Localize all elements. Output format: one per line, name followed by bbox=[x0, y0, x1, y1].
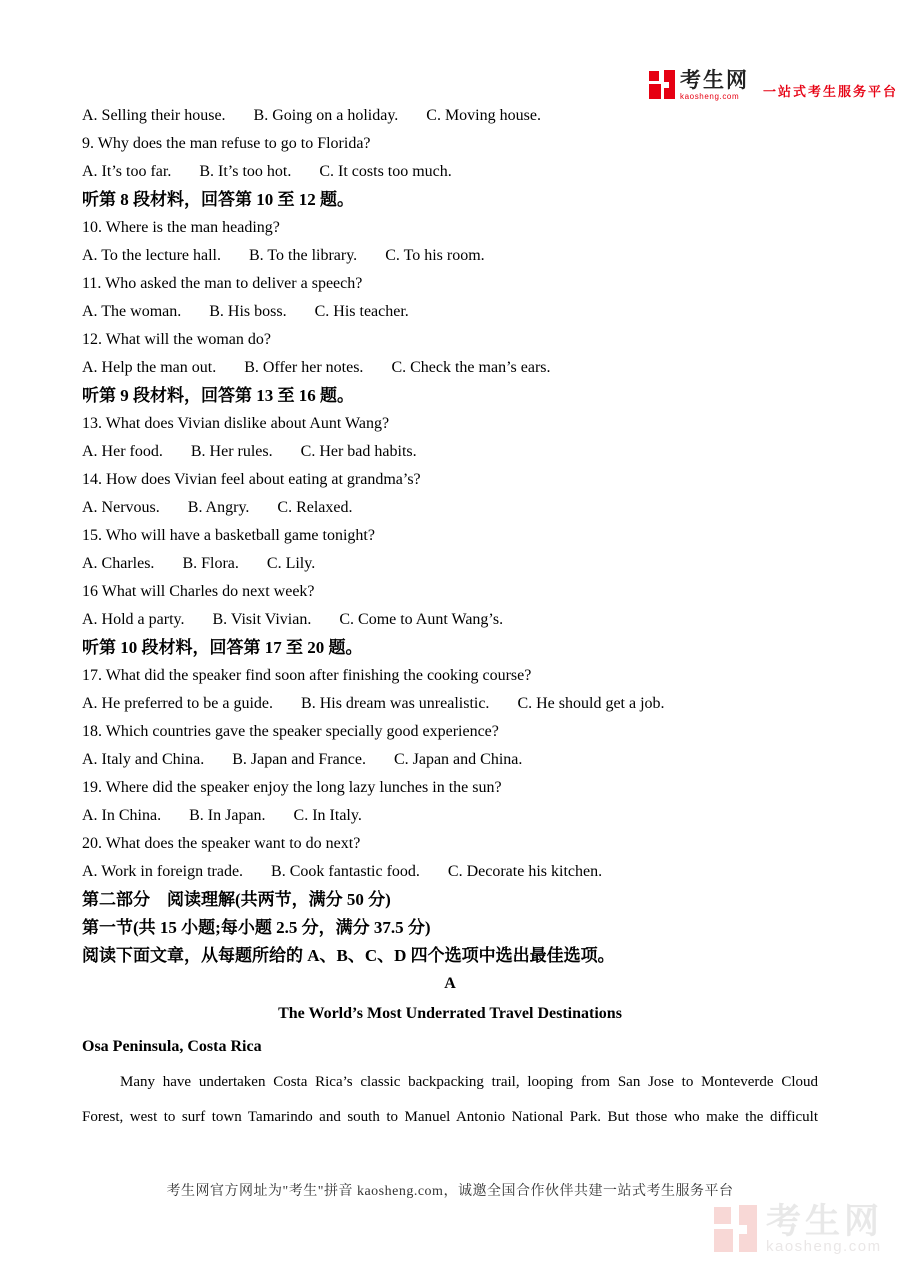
options-line bbox=[82, 550, 818, 578]
options-line bbox=[82, 494, 818, 522]
question-line: 20. What does the speaker want to do next? bbox=[82, 835, 361, 852]
options-line bbox=[82, 802, 818, 830]
subheading-line: Osa Peninsula, Costa Rica bbox=[82, 1038, 262, 1055]
option-item: C. His teacher. bbox=[314, 303, 409, 320]
option-item: C. In Italy. bbox=[293, 807, 362, 824]
option-item: C. To his room. bbox=[385, 247, 485, 264]
document-content bbox=[82, 102, 818, 1135]
option-item: B. Japan and France. bbox=[232, 751, 366, 768]
question-line: 9. Why does the man refuse to go to Florida? bbox=[82, 135, 371, 152]
option-item: C. Come to Aunt Wang’s. bbox=[339, 611, 504, 628]
option-item: B. His boss. bbox=[209, 303, 287, 320]
option-item: A. Nervous. bbox=[82, 499, 160, 516]
options-line bbox=[82, 690, 818, 718]
section-line: 阅读下面文章，从每题所给的 A、B、C、D 四个选项中选出最佳选项。 bbox=[82, 946, 615, 965]
watermark-brand-domain: kaosheng.com bbox=[766, 1238, 882, 1255]
options-line bbox=[82, 858, 818, 886]
option-item: A. Charles. bbox=[82, 555, 155, 572]
center-title-line: The World’s Most Underrated Travel Destinations bbox=[278, 1005, 622, 1022]
para-line-line: Many have undertaken Costa Rica’s classic backpacking trail, looping from San Jose to Monteverde Cloud bbox=[120, 1074, 818, 1090]
option-item: C. Check the man’s ears. bbox=[391, 359, 551, 376]
logo-text-column bbox=[680, 70, 749, 101]
option-item: B. Visit Vivian. bbox=[212, 611, 312, 628]
brand-tagline: 一站式考生服务平台 bbox=[763, 84, 899, 99]
option-item: C. It costs too much. bbox=[319, 163, 452, 180]
watermark bbox=[714, 1202, 884, 1255]
header-logo bbox=[649, 70, 898, 101]
option-item: C. He should get a job. bbox=[517, 695, 665, 712]
option-item: A. Hold a party. bbox=[82, 611, 185, 628]
center-label-line: A bbox=[444, 975, 456, 992]
question-line: 10. Where is the man heading? bbox=[82, 219, 280, 236]
question-line: 16 What will Charles do next week? bbox=[82, 583, 315, 600]
section-line: 听第 8 段材料，回答第 10 至 12 题。 bbox=[82, 190, 354, 209]
option-item: C. Decorate his kitchen. bbox=[447, 863, 603, 880]
option-item: B. Her rules. bbox=[190, 443, 273, 460]
option-item: B. In Japan. bbox=[189, 807, 266, 824]
watermark-text-column bbox=[766, 1202, 884, 1255]
options-line bbox=[82, 354, 818, 382]
option-item: A. Help the man out. bbox=[82, 359, 217, 376]
options-line bbox=[82, 102, 818, 130]
option-item: A. It’s too far. bbox=[82, 163, 172, 180]
question-line: 11. Who asked the man to deliver a speech? bbox=[82, 275, 363, 292]
para-line-line: Forest, west to surf town Tamarindo and south to Manuel Antonio National Park. But those who make the difficult bbox=[82, 1109, 818, 1125]
option-item: C. Lily. bbox=[266, 555, 316, 572]
options-line bbox=[82, 298, 818, 326]
option-item: A. He preferred to be a guide. bbox=[82, 695, 274, 712]
question-line: 18. Which countries gave the speaker specially good experience? bbox=[82, 723, 499, 740]
question-line: 19. Where did the speaker enjoy the long lazy lunches in the sun? bbox=[82, 779, 502, 796]
question-line: 15. Who will have a basketball game tonight? bbox=[82, 527, 375, 544]
option-item: A. Italy and China. bbox=[82, 751, 205, 768]
brand-domain: kaosheng.com bbox=[680, 92, 740, 101]
kaosheng-logo-icon bbox=[649, 70, 675, 99]
section-line: 第二部分 阅读理解(共两节，满分 50 分) bbox=[82, 890, 391, 909]
option-item: A. Selling their house. bbox=[82, 107, 226, 124]
option-item: A. Her food. bbox=[82, 443, 163, 460]
option-item: A. Work in foreign trade. bbox=[82, 863, 244, 880]
option-item: B. His dream was unrealistic. bbox=[301, 695, 490, 712]
footer-note: 考生网官方网址为"考生"拼音 kaosheng.com，诚邀全国合作伙伴共建一站式考生服务平台 bbox=[166, 1184, 734, 1199]
options-line bbox=[82, 242, 818, 270]
option-item: A. The woman. bbox=[82, 303, 182, 320]
section-line: 听第 10 段材料，回答第 17 至 20 题。 bbox=[82, 638, 363, 657]
watermark-brand-name: 考生网 bbox=[766, 1202, 884, 1241]
question-line: 14. How does Vivian feel about eating at grandma’s? bbox=[82, 471, 421, 488]
section-line: 听第 9 段材料，回答第 13 至 16 题。 bbox=[82, 386, 354, 405]
brand-name: 考生网 bbox=[680, 69, 749, 92]
option-item: A. To the lecture hall. bbox=[82, 247, 221, 264]
question-line: 13. What does Vivian dislike about Aunt Wang? bbox=[82, 415, 390, 432]
option-item: B. Angry. bbox=[187, 499, 250, 516]
options-line bbox=[82, 158, 818, 186]
options-line bbox=[82, 438, 818, 466]
option-item: C. Japan and China. bbox=[393, 751, 523, 768]
option-item: C. Her bad habits. bbox=[300, 443, 417, 460]
section-line: 第一节(共 15 小题;每小题 2.5 分，满分 37.5 分) bbox=[82, 918, 431, 937]
option-item: B. Flora. bbox=[182, 555, 239, 572]
option-item: B. Offer her notes. bbox=[244, 359, 364, 376]
option-item: B. To the library. bbox=[248, 247, 358, 264]
option-item: B. Cook fantastic food. bbox=[271, 863, 420, 880]
option-item: C. Relaxed. bbox=[277, 499, 353, 516]
options-line bbox=[82, 606, 818, 634]
option-item: B. It’s too hot. bbox=[199, 163, 292, 180]
options-line bbox=[82, 746, 818, 774]
option-item: A. In China. bbox=[82, 807, 162, 824]
question-line: 17. What did the speaker find soon after finishing the cooking course? bbox=[82, 667, 532, 684]
question-line: 12. What will the woman do? bbox=[82, 331, 271, 348]
option-item: C. Moving house. bbox=[426, 107, 541, 124]
option-item: B. Going on a holiday. bbox=[253, 107, 399, 124]
kaosheng-watermark-icon bbox=[714, 1205, 758, 1252]
